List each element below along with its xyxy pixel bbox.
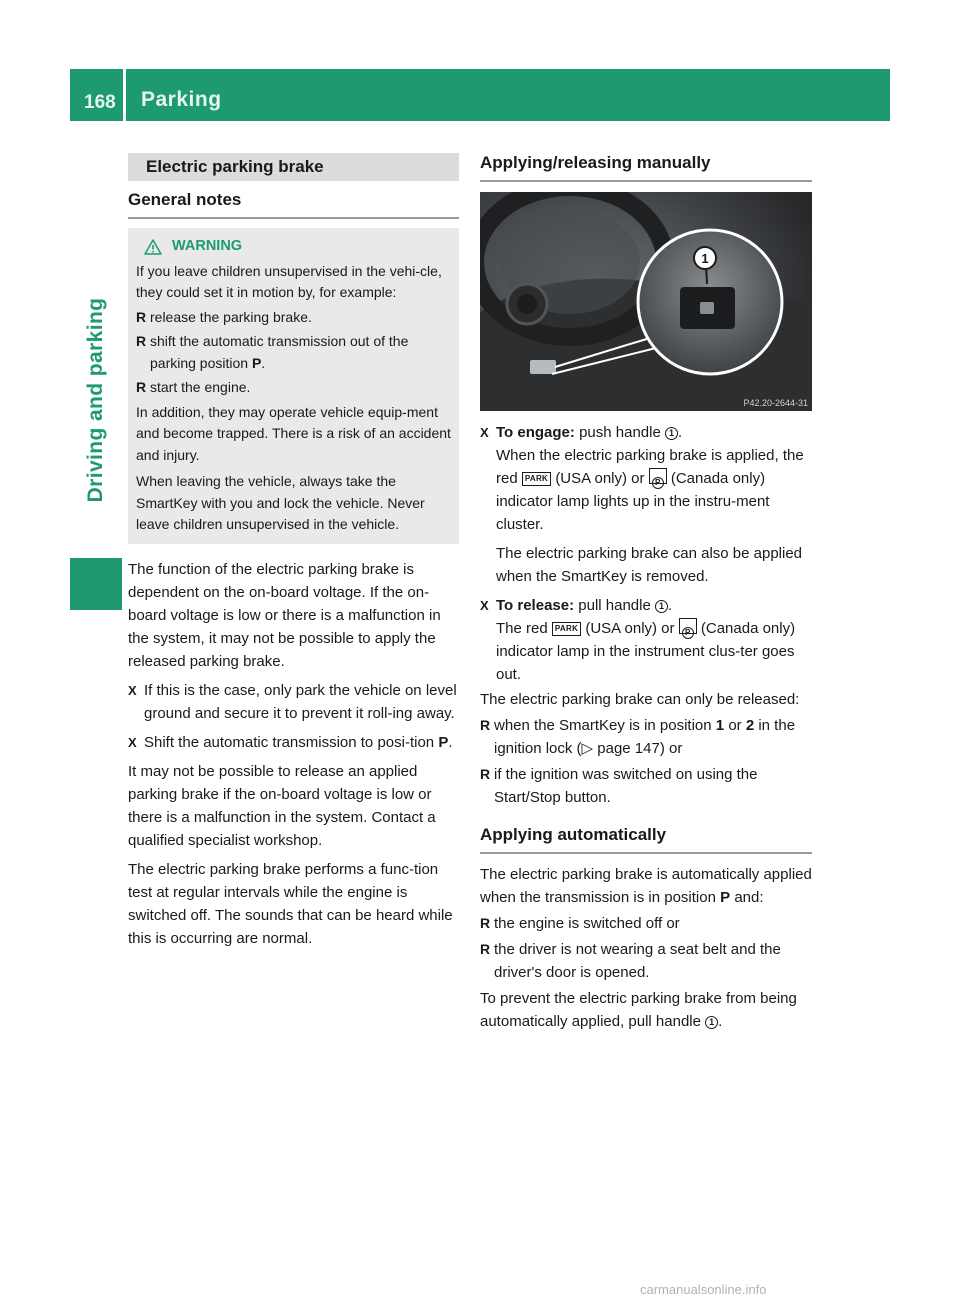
warning-intro: If you leave children unsupervised in the vehi-cle, they could set it in motion by, for example:	[136, 262, 442, 300]
paragraph: The electric parking brake is automatically applied when the transmission is in position P and:	[480, 866, 812, 906]
park-indicator-icon: PARK	[552, 622, 581, 636]
parking-brake-photo	[480, 192, 812, 411]
paragraph: The function of the electric parking brake is dependent on the on-board voltage. If the on-board voltage is low or there is a malfunction in the system, it may not be possible to apply the released parking brake.	[128, 560, 441, 670]
side-tab-label: Driving and parking	[84, 297, 107, 503]
warning-triangle-icon	[144, 239, 162, 255]
warning-text-2: In addition, they may operate vehicle equip-ment and become trapped. There is a risk of an accident and injury.	[136, 403, 451, 463]
page-title: Parking	[141, 88, 222, 111]
watermark: carmanualsonline.info	[640, 1282, 767, 1297]
list-item: R the driver is not wearing a seat belt and the driver's door is opened.	[480, 941, 781, 981]
photo-callout: 1	[701, 251, 709, 266]
instruction-step: X If this is the case, only park the vehicle on level ground and secure it to prevent it roll-ing away.	[128, 681, 457, 722]
callout-1-icon: 1	[705, 1016, 718, 1029]
right-column	[480, 153, 812, 1033]
list-item: R when the SmartKey is in position 1 or 2 in the ignition lock (▷ page 147) or	[480, 717, 796, 757]
warning-bullet: R release the parking brake.	[136, 308, 312, 325]
parking-brake-indicator-icon: P	[649, 468, 667, 484]
engage-step: X To engage: push handle 1 . When the electric parking brake is applied, the red PARK (USA only) or P (Canada only) indicator lamp lights up in the instru-ment cluster. The electric parking brake can also be applied when the SmartKey is removed.	[480, 424, 804, 585]
side-tab-marker	[70, 558, 122, 610]
list-item: R the engine is switched off or	[480, 915, 680, 932]
warning-heading: WARNING	[136, 236, 451, 258]
instruction-step: X Shift the automatic transmission to posi-tion P.	[128, 733, 453, 751]
callout-1-icon: 1	[655, 600, 668, 613]
paragraph: The electric parking brake performs a func-tion test at regular intervals while the engine is switched off. The sounds that can be heard while this is occurring are normal.	[128, 860, 453, 947]
general-notes-heading: General notes	[128, 190, 459, 219]
paragraph: To prevent the electric parking brake from being automatically applied, pull handle 1 .	[480, 990, 797, 1030]
callout-1-icon: 1	[665, 427, 678, 440]
photo-code: P42.20-2644-31	[743, 398, 808, 408]
release-step: X To release: pull handle 1 . The red PARK (USA only) or P (Canada only) indicator lamp in the instrument clus-ter goes out.	[480, 597, 796, 683]
dashboard-illustration	[480, 192, 812, 411]
auto-heading: Applying automatically	[480, 825, 812, 854]
warning-bullet: R shift the automatic transmission out of the parking position P.	[136, 333, 409, 371]
page-number: 168	[84, 92, 116, 113]
warning-box	[128, 228, 459, 544]
left-column	[128, 153, 459, 950]
paragraph: The electric parking brake can only be released:	[480, 691, 800, 708]
section-title: Electric parking brake	[128, 153, 459, 181]
parking-brake-indicator-icon: P	[679, 618, 697, 634]
warning-text-3: When leaving the vehicle, always take the SmartKey with you and lock the vehicle. Never leave children unsupervised in the vehicle.	[136, 473, 425, 532]
park-indicator-icon: PARK	[522, 472, 551, 486]
page-reference-icon: ▷	[581, 740, 594, 757]
manual-heading: Applying/releasing manually	[480, 153, 812, 182]
warning-bullet: R start the engine.	[136, 379, 251, 395]
list-item: R if the ignition was switched on using the Start/Stop button.	[480, 766, 758, 806]
paragraph: It may not be possible to release an applied parking brake if the on-board voltage is low or there is a malfunction in the system. Contact a qualified specialist workshop.	[128, 762, 436, 849]
